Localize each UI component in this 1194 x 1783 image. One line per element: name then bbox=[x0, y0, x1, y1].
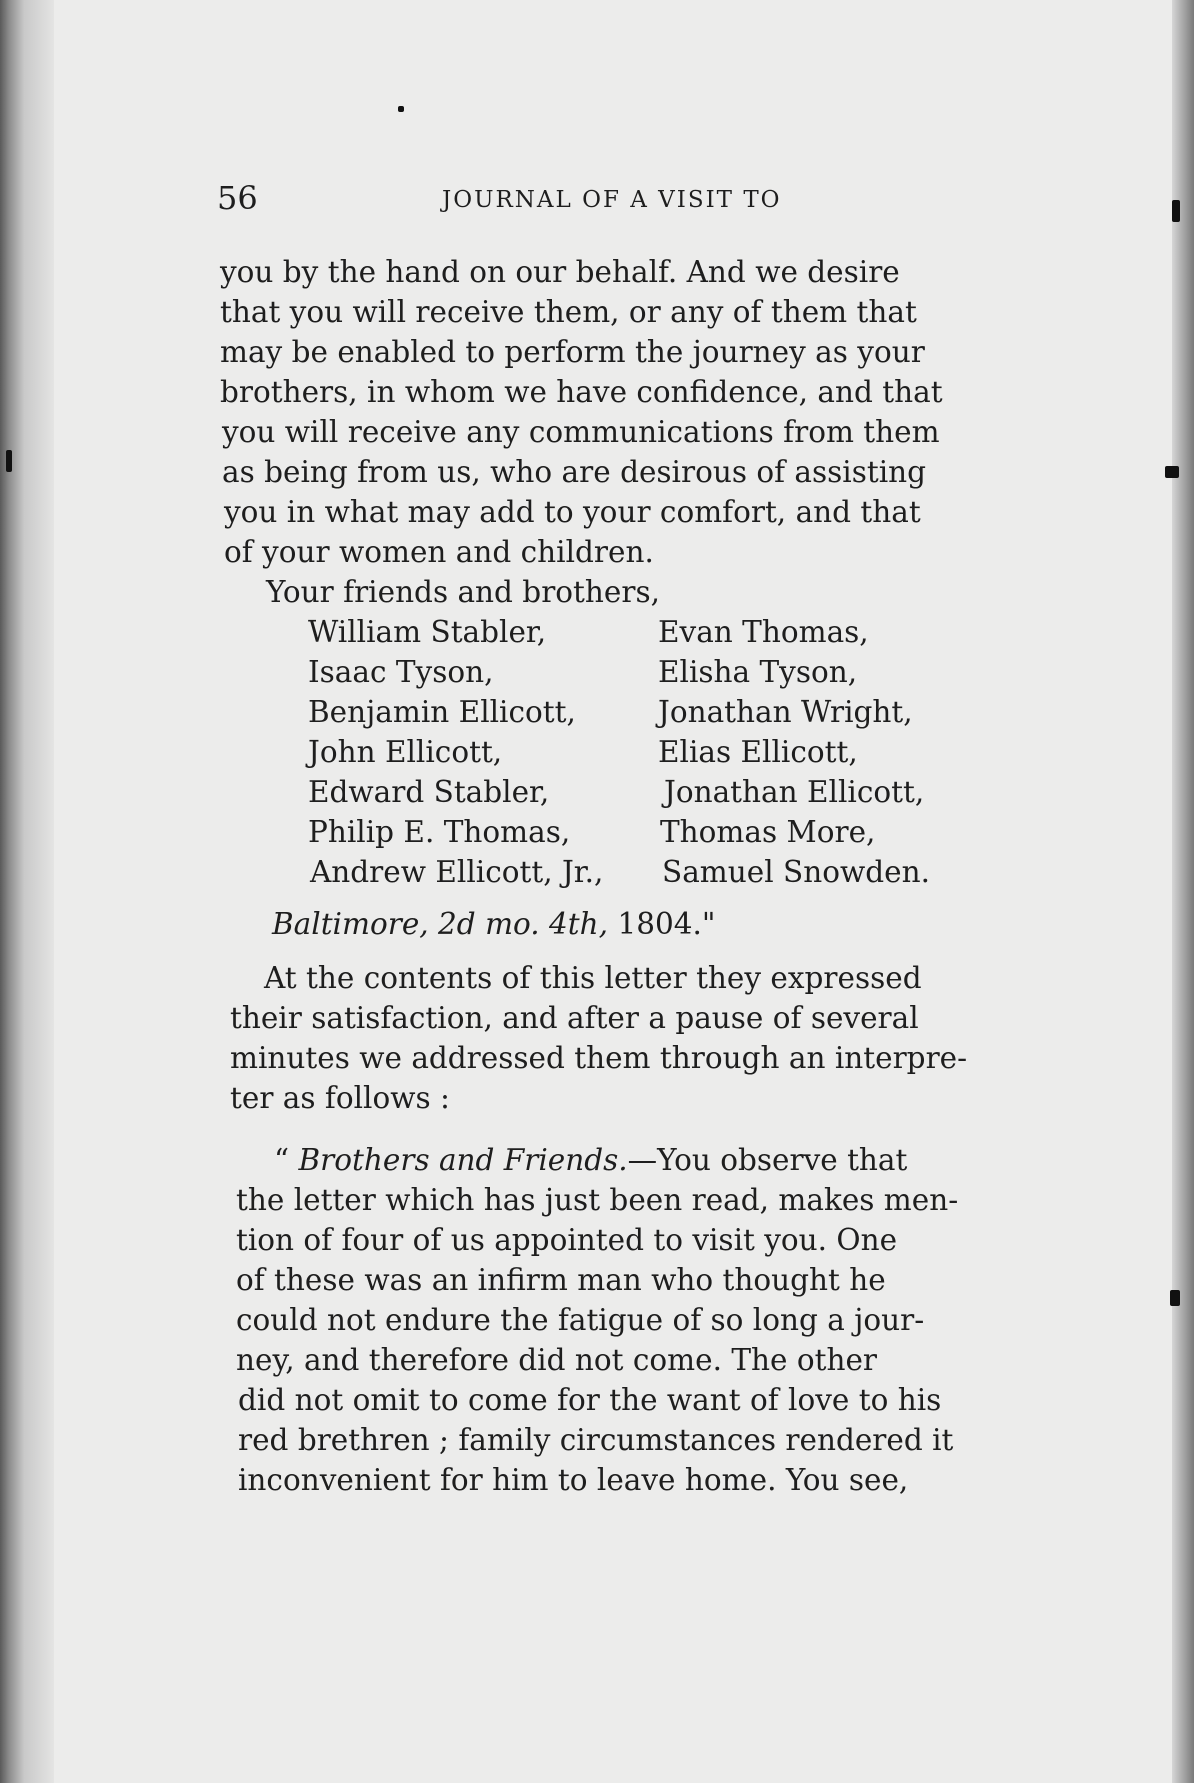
text-line: minutes we addressed them through an interpre- bbox=[230, 1041, 968, 1075]
speech-lead: Brothers and Friends. bbox=[298, 1143, 628, 1177]
page-number: 56 bbox=[217, 179, 258, 217]
text-line bbox=[274, 1142, 907, 1178]
text-line: that you will receive them, or any of them that bbox=[220, 295, 917, 329]
signature-name: Samuel Snowden. bbox=[662, 855, 930, 889]
text-line: ter as follows : bbox=[230, 1081, 450, 1115]
signature-name: Isaac Tyson, bbox=[308, 655, 494, 689]
open-quote: “ bbox=[274, 1143, 290, 1177]
dateline-place: Baltimore, 2d mo. 4th, bbox=[272, 907, 609, 941]
text-line: red brethren ; family circumstances rendered it bbox=[238, 1423, 954, 1457]
page-edge bbox=[1172, 0, 1194, 1783]
text-line: inconvenient for him to leave home. You see, bbox=[238, 1463, 909, 1497]
signature-name: Elisha Tyson, bbox=[658, 655, 858, 689]
text-line: as being from us, who are desirous of assisting bbox=[222, 455, 927, 489]
edge-mark bbox=[1172, 200, 1180, 222]
edge-mark bbox=[1165, 466, 1179, 478]
dateline bbox=[272, 906, 715, 942]
ink-speck bbox=[398, 106, 404, 112]
signature-name: Elias Ellicott, bbox=[658, 735, 858, 769]
closing-line: Your friends and brothers, bbox=[266, 575, 660, 609]
edge-mark bbox=[6, 450, 12, 472]
text-line: you by the hand on our behalf. And we desire bbox=[220, 255, 900, 289]
text-line: their satisfaction, and after a pause of several bbox=[230, 1001, 919, 1035]
signature-name: Philip E. Thomas, bbox=[308, 815, 571, 849]
text-line: At the contents of this letter they expressed bbox=[264, 961, 922, 995]
dateline-year: 1804." bbox=[617, 907, 716, 941]
signature-name: Jonathan Wright, bbox=[658, 695, 913, 729]
signature-name: Benjamin Ellicott, bbox=[308, 695, 576, 729]
speech-rest: —You observe that bbox=[627, 1143, 908, 1177]
text-line: you will receive any communications from them bbox=[222, 415, 940, 449]
signature-name: William Stabler, bbox=[308, 615, 547, 649]
signature-name: Jonathan Ellicott, bbox=[664, 775, 925, 809]
text-line: of these was an infirm man who thought he bbox=[236, 1263, 886, 1297]
binding-edge bbox=[0, 0, 24, 1783]
running-head: JOURNAL OF A VISIT TO bbox=[442, 187, 782, 213]
signature-name: Edward Stabler, bbox=[308, 775, 550, 809]
text-line: ney, and therefore did not come. The other bbox=[236, 1343, 878, 1377]
text-line: did not omit to come for the want of love to his bbox=[238, 1383, 942, 1417]
text-line: the letter which has just been read, makes men- bbox=[236, 1183, 959, 1217]
signature-name: Thomas More, bbox=[660, 815, 876, 849]
signature-name: Andrew Ellicott, Jr., bbox=[310, 855, 604, 889]
text-line: brothers, in whom we have confidence, and that bbox=[220, 375, 943, 409]
text-line: tion of four of us appointed to visit you. One bbox=[236, 1223, 898, 1257]
text-line: could not endure the fatigue of so long a jour- bbox=[236, 1303, 925, 1337]
text-line: of your women and children. bbox=[224, 535, 654, 569]
text-line: you in what may add to your comfort, and that bbox=[224, 495, 921, 529]
text-line: may be enabled to perform the journey as your bbox=[220, 335, 925, 369]
page-header bbox=[217, 178, 1017, 218]
signature-name: John Ellicott, bbox=[308, 735, 503, 769]
signature-name: Evan Thomas, bbox=[658, 615, 869, 649]
edge-mark bbox=[1170, 1290, 1180, 1306]
binding-shadow bbox=[24, 0, 54, 1783]
